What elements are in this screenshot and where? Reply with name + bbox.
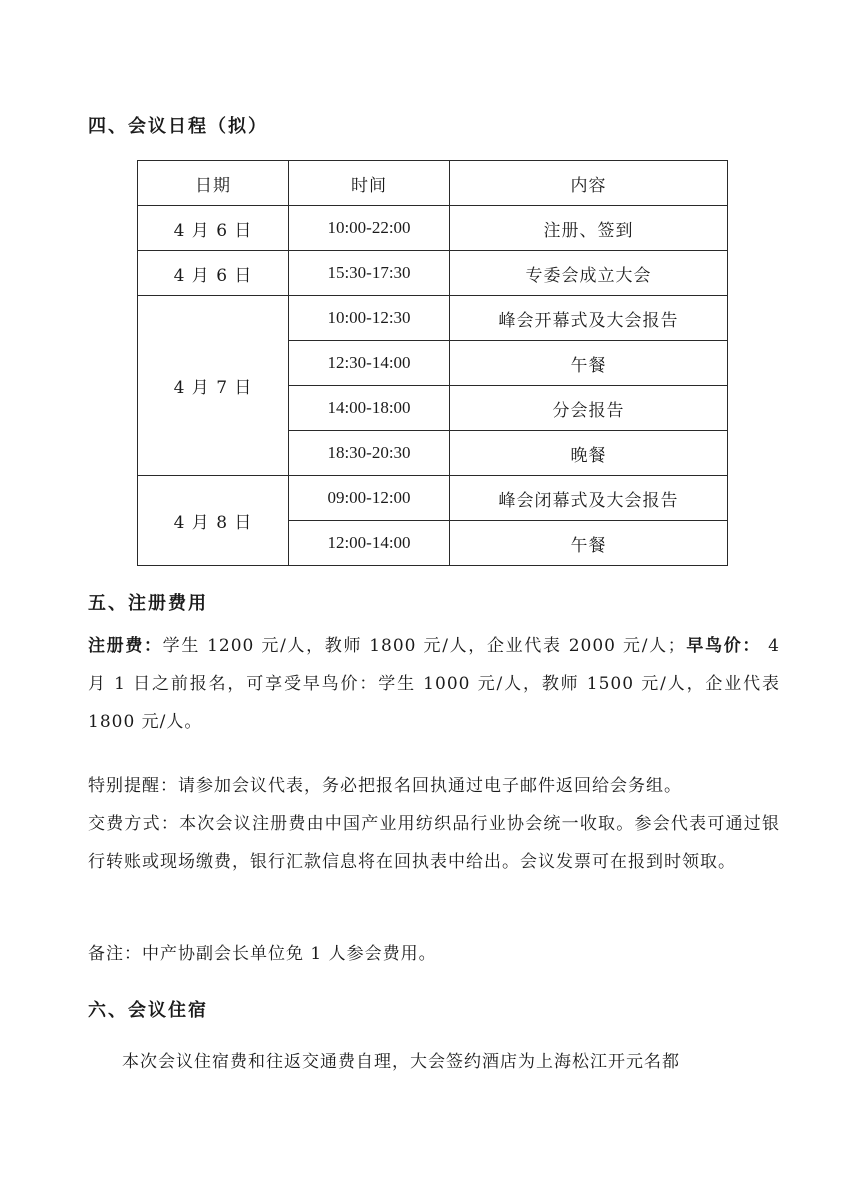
time-cell: 12:30-14:00 xyxy=(289,341,450,386)
early-bird-label: 早鸟价： xyxy=(685,636,762,656)
remark: 备注：中产协副会长单位免 1 人参会费用。 xyxy=(88,944,437,964)
fee-text: 学生 1200 元/人，教师 1800 元/人，企业代表 2000 元/人； xyxy=(162,636,686,656)
table-row xyxy=(138,206,728,251)
early-bird-text: 4 月 1 日之前报名，可享受早鸟价：学生 1000 元/人，教师 1500 元/人，企业代表 1800 元/人。 xyxy=(88,636,780,732)
time-cell: 14:00-18:00 xyxy=(289,386,450,431)
header-date: 日期 xyxy=(138,161,289,206)
time-cell: 15:30-17:30 xyxy=(289,251,450,296)
section-heading-accommodation: 六、会议住宿 xyxy=(88,1000,208,1021)
table-row xyxy=(138,476,728,521)
time-cell: 09:00-12:00 xyxy=(289,476,450,521)
date-cell: 4 月 8 日 xyxy=(138,476,289,566)
fee-label: 注册费： xyxy=(88,636,163,656)
content-cell: 峰会闭幕式及大会报告 xyxy=(450,476,728,521)
header-content: 内容 xyxy=(450,161,728,206)
time-cell: 10:00-12:30 xyxy=(289,296,450,341)
date-cell: 4 月 6 日 xyxy=(138,251,289,296)
time-cell: 12:00-14:00 xyxy=(289,521,450,566)
accommodation-paragraph: 本次会议住宿费和往返交通费自理，大会签约酒店为上海松江开元名都 xyxy=(122,1052,680,1072)
time-cell: 18:30-20:30 xyxy=(289,431,450,476)
content-cell: 峰会开幕式及大会报告 xyxy=(450,296,728,341)
date-cell: 4 月 6 日 xyxy=(138,206,289,251)
date-cell: 4 月 7 日 xyxy=(138,296,289,476)
section-heading-registration-fee: 五、注册费用 xyxy=(88,593,208,614)
table-header-row xyxy=(138,161,728,206)
content-cell: 午餐 xyxy=(450,521,728,566)
section-heading-schedule: 四、会议日程（拟） xyxy=(88,116,268,137)
content-cell: 注册、签到 xyxy=(450,206,728,251)
header-time: 时间 xyxy=(289,161,450,206)
registration-fee-paragraph xyxy=(88,627,780,741)
schedule-table xyxy=(137,160,728,566)
content-cell: 午餐 xyxy=(450,341,728,386)
content-cell: 晚餐 xyxy=(450,431,728,476)
content-cell: 分会报告 xyxy=(450,386,728,431)
special-reminder: 特别提醒：请参加会议代表，务必把报名回执通过电子邮件返回给会务组。 xyxy=(88,776,682,796)
content-cell: 专委会成立大会 xyxy=(450,251,728,296)
time-cell: 10:00-22:00 xyxy=(289,206,450,251)
payment-method: 交费方式：本次会议注册费由中国产业用纺织品行业协会统一收取。参会代表可通过银行转账或现场缴费，银行汇款信息将在回执表中给出。会议发票可在报到时领取。 xyxy=(88,814,780,872)
table-row xyxy=(138,251,728,296)
table-row xyxy=(138,296,728,341)
